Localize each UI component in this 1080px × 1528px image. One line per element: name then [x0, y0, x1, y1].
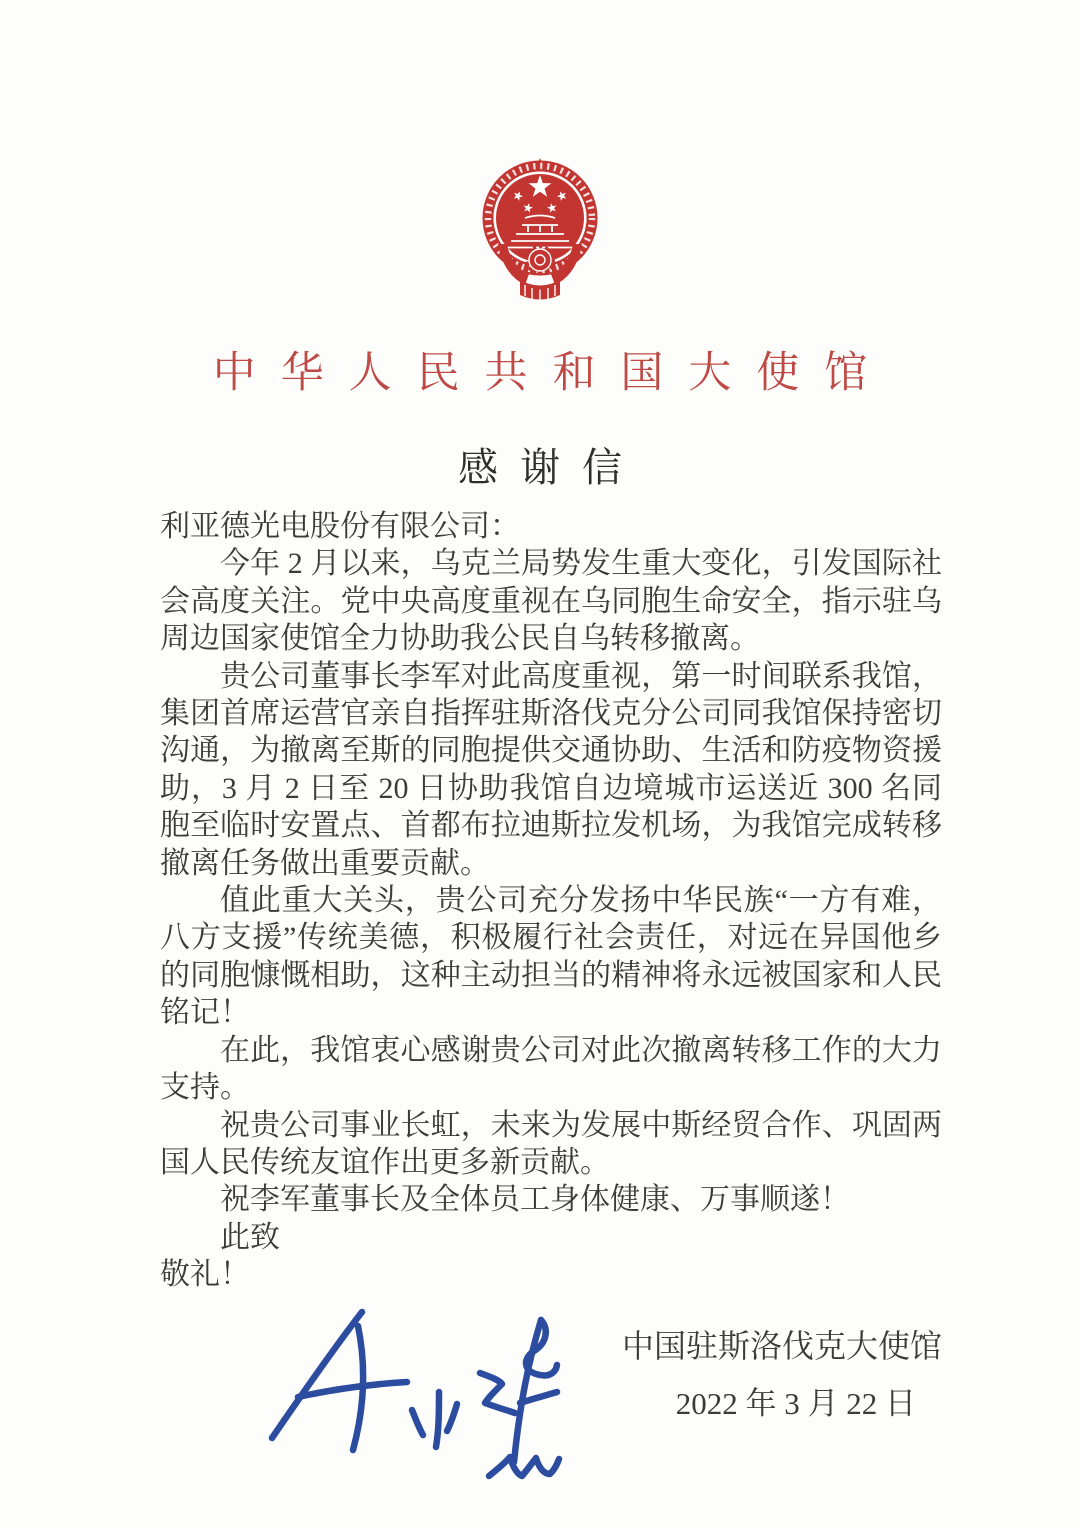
salutation: 利亚德光电股份有限公司：	[160, 510, 520, 543]
signoff-block	[542, 1326, 942, 1424]
signoff-date: 2022 年 3 月 22 日	[675, 1385, 916, 1421]
paragraph-container	[160, 545, 942, 1256]
body-paragraph: 值此重大关头，贵公司充分发扬中华民族“一方有难，八方支援”传统美德，积极履行社会责任，对远在异国他乡的同胞慷慨相助，这种主动担当的精神将永远被国家和人民铭记！	[160, 884, 942, 1030]
embassy-heading: 中华人民共和国大使馆	[212, 350, 893, 397]
body-paragraph: 今年 2 月以来，乌克兰局势发生重大变化，引发国际社会高度关注。党中央高度重视在乌同胞生命安全，指示驻乌周边国家使馆全力协助我公民自乌转移撤离。	[160, 547, 942, 656]
body-paragraph: 贵公司董事长李军对此高度重视，第一时间联系我馆，集团首席运营官亲自指挥驻斯洛伐克分公司同我馆保持密切沟通，为撤离至斯的同胞提供交通协助、生活和防疫物资援助，3 月 2 日至 20 日协助我馆自边境城市运送近 300 名同胞至临时安置点、首都布拉迪斯拉发机场，为我馆完成转移撤离任务做出重要贡献。	[160, 659, 942, 880]
signoff-organization: 中国驻斯洛伐克大使馆	[621, 1328, 942, 1364]
letter-body	[160, 508, 942, 1294]
body-paragraph: 祝贵公司事业长虹，未来为发展中斯经贸合作、巩固两国人民传统友谊作出更多新贡献。	[160, 1108, 942, 1179]
closing-salute: 敬礼！	[160, 1258, 250, 1292]
body-paragraph: 祝李军董事长及全体员工身体健康、万事顺遂！	[220, 1183, 850, 1217]
national-emblem-icon	[0, 156, 1080, 302]
letter-title: 感谢信	[458, 446, 644, 490]
body-paragraph: 在此，我馆衷心感谢贵公司对此次撤离转移工作的大力支持。	[160, 1033, 942, 1105]
body-paragraph: 此致	[220, 1220, 280, 1254]
